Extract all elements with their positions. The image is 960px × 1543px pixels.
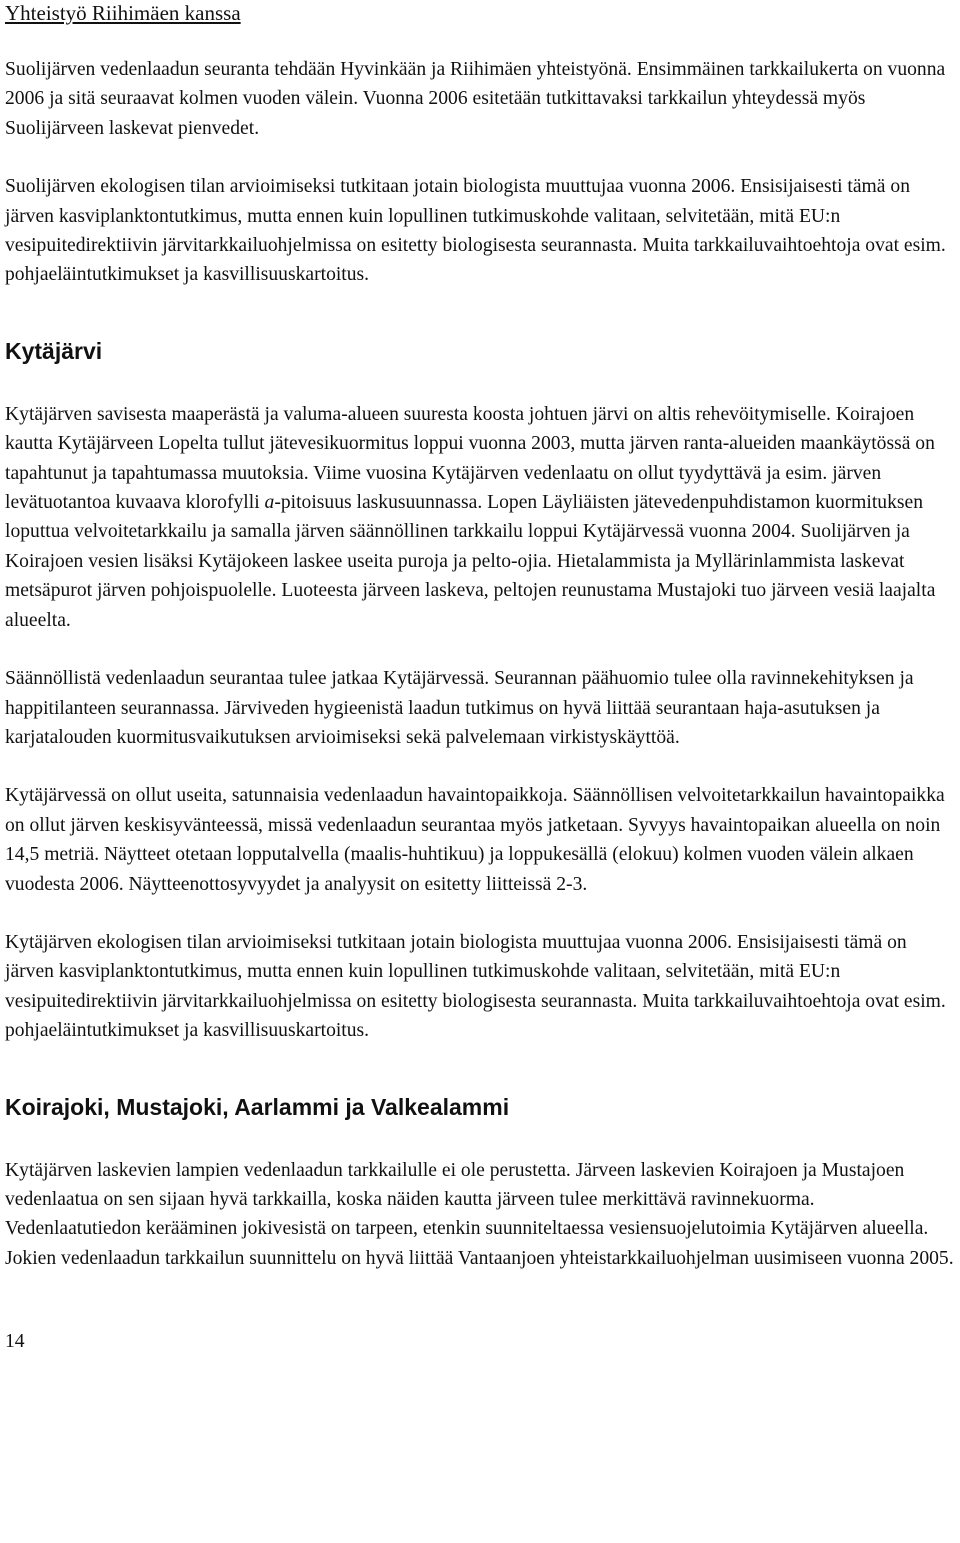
koirajoki-paragraph-1: Kytäjärven laskevien lampien vedenlaadun tarkkailulle ei ole perustetta. Järveen laskevien Koirajoen ja Mustajoen vedenlaatua on sen sijaan hyvä tarkkailla, koska näiden kautta järveen tulee merkittävä ravinnekuorma. Vedenlaatutiedon kerääminen jokivesistä on tarpeen, etenkin suunniteltaessa vesiensuojelutoimia Kytäjärven alueella. Jokien vedenlaadun tarkkailun suunnittelu on hyvä liittää Vantaanjoen yhteistarkkailuohjelman uusimiseen vuonna 2005.	[5, 1159, 954, 1269]
document-page	[5, 0, 955, 1357]
kytajarvi-paragraph-2: Säännöllistä vedenlaadun seurantaa tulee jatkaa Kytäjärvessä. Seurannan päähuomio tulee olla ravinnekehityksen ja happitilanteen seurannassa. Järviveden hygieenistä laadun tutkimus on hyvä liittää seurantaan haja-asutuksen ja karjatalouden kuormitusvaikutuksen arvioimiseksi sekä palvelemaan virkistyskäyttöä.	[5, 668, 914, 748]
kytajarvi-paragraph-1	[5, 400, 955, 635]
intro-paragraph-1: Suolijärven vedenlaadun seuranta tehdään Hyvinkään ja Riihimäen yhteistyönä. Ensimmäinen tarkkailukerta on vuonna 2006 ja sitä seuraavat kolmen vuoden välein. Vuonna 2006 esitetään tutkittavaksi tarkkailun yhteydessä myös Suolijärveen laskevat pienvedet.	[5, 59, 946, 139]
kytajarvi-p1-italic: a	[264, 492, 275, 514]
heading-koirajoki: Koirajoki, Mustajoki, Aarlammi ja Valkealammi	[5, 1093, 510, 1120]
kytajarvi-p1-text-a: Kytäjärven savisesta maaperästä ja valuma-alueen suuresta koosta johtuen järvi on altis rehevöitymiselle. Koirajoen kautta Kytäjärveen Lopelta tullut jätevesikuormitus loppui vuonna 2003, mutta järven ranta-alueiden maankäytössä on tapahtunut ja tapahtumassa muutoksia. Viime vuosina Kytäjärven vedenlaatu on ollut tyydyttävä ja esim. järven levätuotantoa kuvaava klorofylli	[5, 403, 935, 514]
page-number: 14	[5, 1331, 25, 1353]
kytajarvi-paragraph-3: Kytäjärvessä on ollut useita, satunnaisia vedenlaadun havaintopaikkoja. Säännöllisen velvoitetarkkailun havaintopaikka on ollut järven keskisyvänteessä, missä vedenlaadun seurantaa myös jatketaan. Syvyys havaintopaikan alueella on noin 14,5 metriä. Näytteet otetaan lopputalvella (maalis-huhtikuu) ja loppukesällä (elokuu) kolmen vuoden välein alkaen vuodesta 2006. Näytteenottosyvyydet ja analyysit on esitetty liitteissä 2-3.	[5, 785, 945, 895]
intro-paragraph-2: Suolijärven ekologisen tilan arvioimiseksi tutkitaan jotain biologista muuttujaa vuonna 2006. Ensisijaisesti tämä on järven kasviplanktontutkimus, mutta ennen kuin lopullinen tutkimuskohde valitaan, selvitetään, mitä EU:n vesipuitedirektiivin järvitarkkailuohjelmissa on esitetty biologisesta seurannasta. Muita tarkkailuvaihtoehtoja ovat esim. pohjaeläintutkimukset ja kasvillisuuskartoitus.	[5, 176, 946, 286]
heading-kytajarvi: Kytäjärvi	[5, 337, 103, 364]
kytajarvi-paragraph-4: Kytäjärven ekologisen tilan arvioimiseksi tutkitaan jotain biologista muuttujaa vuonna 2006. Ensisijaisesti tämä on järven kasviplanktontutkimus, mutta ennen kuin lopullinen tutkimuskohde valitaan, selvitetään, mitä EU:n vesipuitedirektiivin järvitarkkailuohjelmissa on esitetty biologisesta seurannasta. Muita tarkkailuvaihtoehtoja ovat esim. pohjaeläintutkimukset ja kasvillisuuskartoitus.	[5, 931, 946, 1042]
kytajarvi-p1-text-b: -pitoisuus laskusuunnassa. Lopen Läyliäisten jätevedenpuhdistamon kuormituksen loputtua velvoitetarkkailu ja samalla järven säännöllinen tarkkailu loppui Kytäjärvessä vuonna 2004. Suolijärven ja Koirajoen vesien lisäksi Kytäjokeen laskee useita puroja ja pelto-ojia. Hietalammista ja Myllärinlammista laskevat metsäpurot järven pohjoispuolelle. Luoteesta järveen laskeva, peltojen reunustama Mustajoki tuo järveen vesiä laajalta alueelta.	[5, 492, 936, 631]
section-link-riihimaki[interactable]: Yhteistyö Riihimäen kanssa	[5, 1, 241, 25]
